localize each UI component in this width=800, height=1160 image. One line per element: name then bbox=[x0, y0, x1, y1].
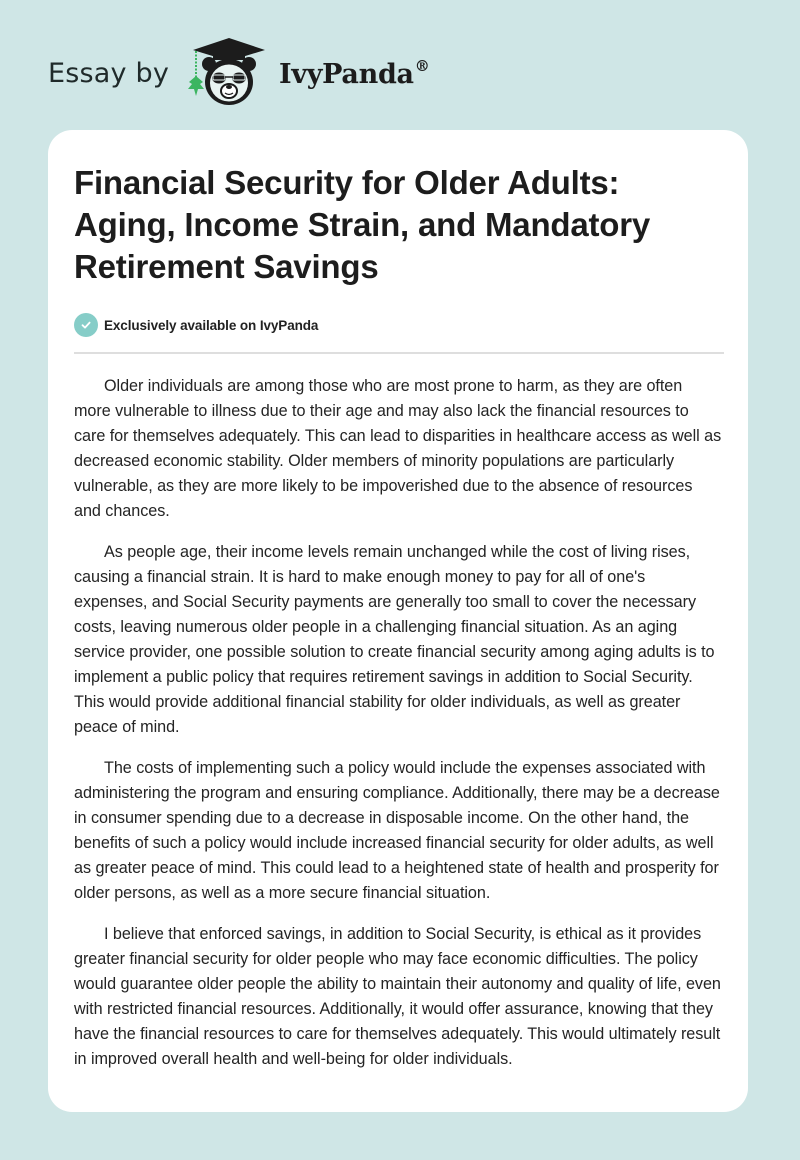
essay-paragraph: As people age, their income levels remain unchanged while the cost of living rises, causing a financial strain. It is hard to make enough money to pay for all of one's expenses, and Social Security payments are generally too small to cover the necessary costs, leaving numerous older people in a challenging financial situation. As an aging service provider, one possible solution to create financial security among aging adults is to implement a public policy that requires retirement savings in addition to Social Security. This would provide additional financial stability for older individuals, as well as greater peace of mind. bbox=[74, 543, 715, 736]
essay-by-label: Essay by bbox=[48, 57, 170, 89]
essay-title: Financial Security for Older Adults: Aging, Income Strain, and Mandatory Retirement Savings bbox=[74, 164, 651, 285]
brand-text: IvyPanda bbox=[279, 58, 414, 90]
site-header bbox=[48, 34, 429, 110]
panda-graduate-icon[interactable] bbox=[183, 34, 275, 110]
title-divider bbox=[74, 352, 724, 354]
essay-paragraph: I believe that enforced savings, in addition to Social Security, is ethical as it provides greater financial security for older people who may face economic difficulties. The policy would guarantee older people the ability to maintain their autonomy and quality of life, even with restricted financial resources. Additionally, it would offer assurance, knowing that they have the financial resources to care for themselves adequately. This would ultimately result in improved overall health and well-being for older individuals. bbox=[74, 925, 721, 1068]
essay-card bbox=[48, 130, 748, 1112]
exclusive-label: Exclusively available on IvyPanda bbox=[104, 317, 319, 333]
exclusive-badge bbox=[74, 312, 722, 338]
essay-paragraph: The costs of implementing such a policy would include the expenses associated with administering the program and ensuring compliance. Additionally, there may be a decrease in consumer spending due to a decrease in disposable income. On the other hand, the benefits of such a policy would include increased financial security for older adults, as well as greater peace of mind. This could lead to a heightened state of health and prosperity for older persons, as well as a more secure financial situation. bbox=[74, 759, 720, 902]
check-circle-icon bbox=[74, 313, 98, 337]
essay-paragraph: Older individuals are among those who are most prone to harm, as they are often more vulnerable to illness due to their age and may also lack the financial resources to care for themselves adequately. This can lead to disparities in healthcare access as well as decreased economic stability. Older members of minority populations are particularly vulnerable, as they are more likely to be impoverished due to the absence of resources and chances. bbox=[74, 377, 722, 520]
brand-name[interactable] bbox=[279, 56, 430, 90]
registered-mark: ® bbox=[414, 56, 430, 75]
